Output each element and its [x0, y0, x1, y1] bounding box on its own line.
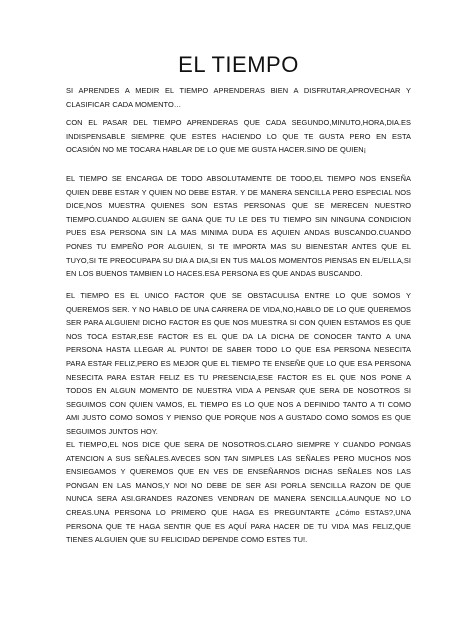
paragraph-fourth: EL TIEMPO ES EL UNICO FACTOR QUE SE OBSTACULISA ENTRE LO QUE SOMOS Y QUEREMOS SER. Y NO HABLO DE UNA CARRERA DE VIDA,NO,HABLO DE LO QUE QUEREMOS SER PARA ALGUIEN! DICHO FACTOR ES QUE NOS MUESTRA SI CON QUIEN ESTAMOS ES QUE NOS TOCA ESTAR,ESE FACTOR ES EL QUE DA LA DICHA DE CONOCER TANTO A UNA PERSONA HASTA LLEGAR AL PUNTO! DE SABER TODO LO QUE ESA PERSONA NESECITA PARA ESTAR FELIZ,PERO ES MEJOR QUE EL TIEMPO TE ENSEÑE QUE LO QUE ESA PERSONA NESECITA PARA ESTAR FELIZ ES TU PRESENCIA,ESE FACTOR ES EL QUE NOS PONE A TODOS EN ALGUN MOMENTO DE NUESTRA VIDA A PENSAR QUE SERA DE NOSOTROS SI SEGUIMOS CON QUIEN VAMOS, EL TIEMPO ES LO QUE NOS A DEFINIDO TANTO A TI COMO AMI JUSTO COMO SOMOS Y PIENSO QUE PORQUE NOS A GUSTADO COMO SOMOS ES QUE SEGUIMOS JUNTOS HOY. — [66, 291, 411, 436]
paragraph-intro: SI APRENDES A MEDIR EL TIEMPO APRENDERAS BIEN A DISFRUTAR,APROVECHAR Y CLASIFICAR CADA MOMENTO… — [66, 86, 411, 109]
document-title: EL TIEMPO — [178, 52, 299, 77]
paragraph-third: EL TIEMPO SE ENCARGA DE TODO ABSOLUTAMENTE DE TODO,EL TIEMPO NOS ENSEÑA QUIEN DEBE ESTAR Y QUIEN NO DEBE ESTAR. Y DE MANERA SENCILLA PERO ESPECIAL NOS DICE,NOS MUESTRA QUIENES SON ESTAS PERSONAS QUE SE MERECEN NUESTRO TIEMPO.CUANDO ALGUIEN SE GANA QUE TU LE DES TU TIEMPO SIN NINGUNA CONDICION PUES ESA PERSONA SIN LA MAS MINIMA DUDA ES AQUIEN ANDAS BUSCANDO.CUANDO PONES TU EMPEÑO POR ALGUIEN, SI TE IMPORTA MAS SU BIENESTAR ANTES QUE EL TUYO,SI TE PREOCUPAPA SU DIA A DIA,SI EN TUS MALOS MOMENTOS PIENSAS EN EL/ELLA,SI EN LOS BUENOS TAMBIEN LO HACES.ESA PERSONA ES QUE ANDAS BUSCANDO. — [66, 174, 411, 279]
paragraph-second: CON EL PASAR DEL TIEMPO APRENDERAS QUE CADA SEGUNDO,MINUTO,HORA,DIA.ES INDISPENSABLE SIEMPRE QUE ESTES HACIENDO LO QUE TE GUSTA PERO EN ESTA OCASIÓN NO ME TOCARA HABLAR DE LO QUE ME GUSTA HACER.SINO DE QUIEN¡ — [66, 118, 411, 155]
paragraph-fifth: EL TIEMPO,EL NOS DICE QUE SERA DE NOSOTROS.CLARO SIEMPRE Y CUANDO PONGAS ATENCION A SUS SEÑALES.AVECES SON TAN SIMPLES LAS SEÑALES PERO MUCHOS NOS ENSIEGAMOS Y QUEREMOS QUE EN VES DE ENSEÑARNOS DICHAS SEÑALES NOS LAS PONGAN EN LAS MANOS,Y NO! NO DEBE DE SER ASI PORLA SENCILLA RAZON DE QUE NUNCA SERA ASI.GRANDES RAZONES VENDRAN DE MANERA SENCILLA.AUNQUE NO LO CREAS.UNA PERSONA LO PRIMERO QUE HAGA ES PREGUNTARTE ¿Cómo ESTAS?,UNA PERSONA QUE TE HAGA SENTIR QUE ES AQUÍ PARA HACER DE TU VIDA MAS FELIZ,QUE TIENES ALGUIEN QUE SU FELICIDAD DEPENDE COMO ESTES TU!. — [66, 440, 411, 545]
